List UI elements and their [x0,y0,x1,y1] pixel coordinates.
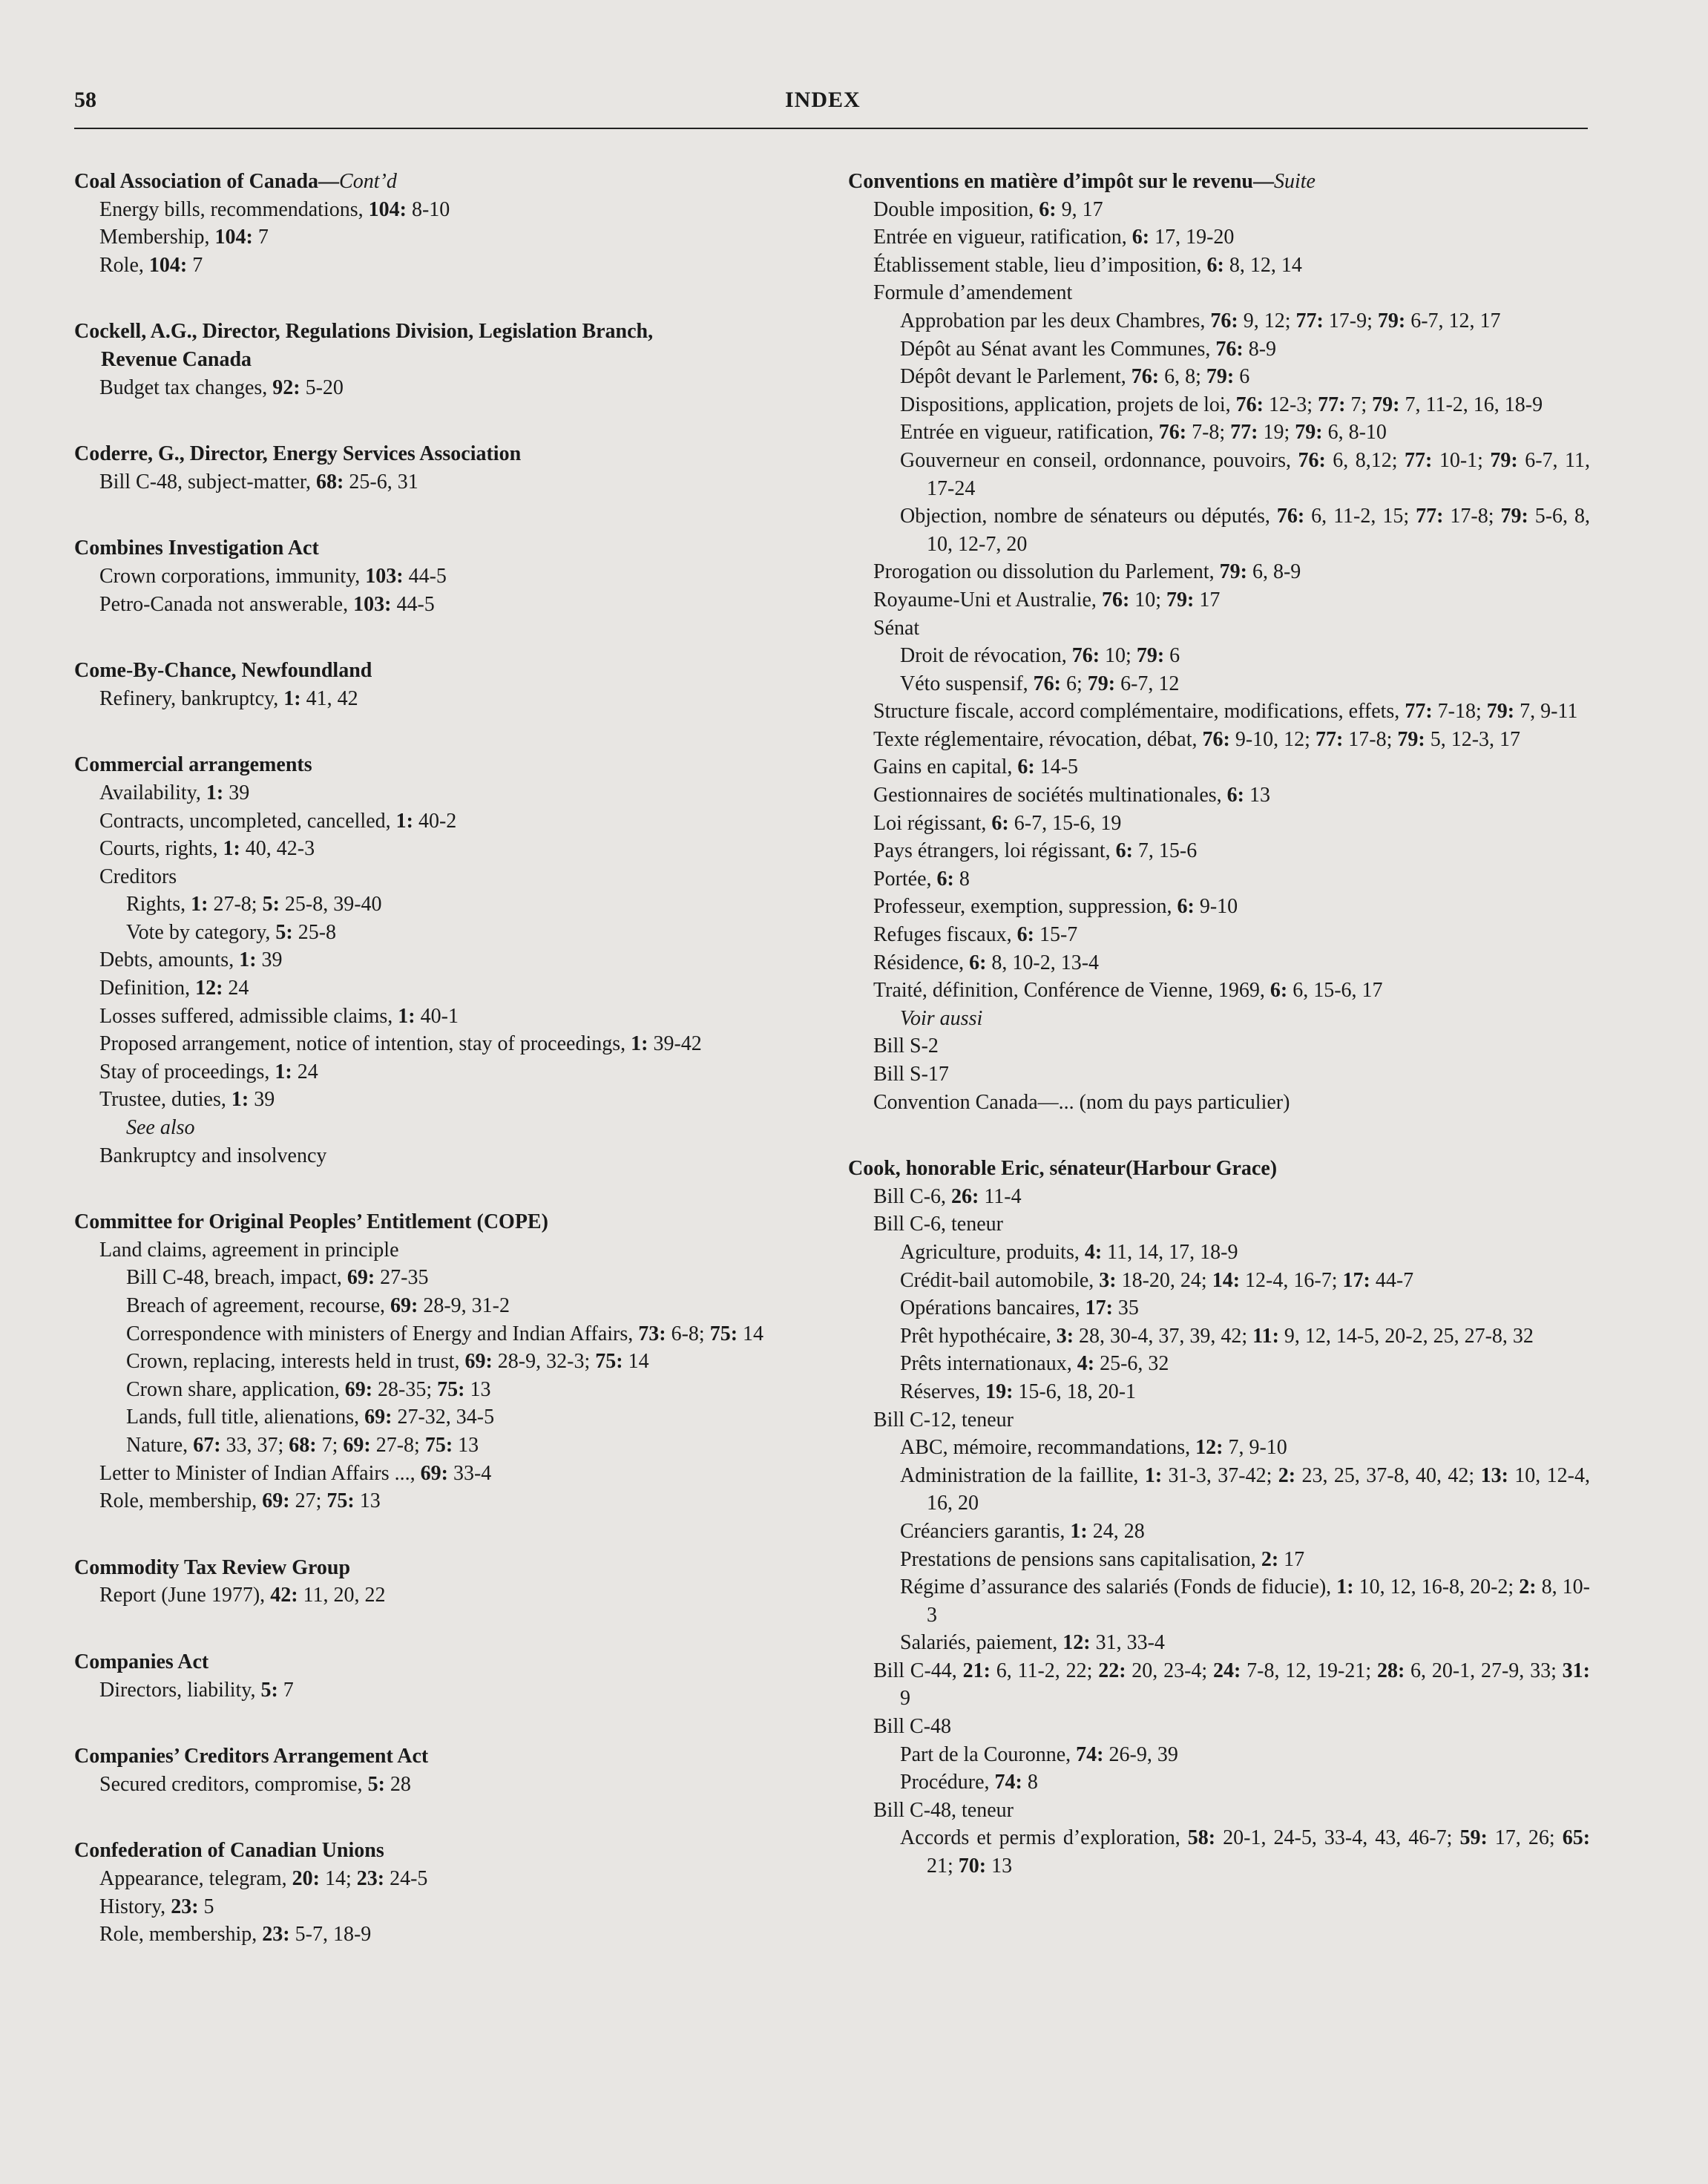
subentry: Proposed arrangement, notice of intention, stay of proceedings, 1: 39-42 [99,1032,702,1056]
subentry: ABC, mémoire, recommandations, 12: 7, 9-10 [900,1436,1287,1460]
subentry: Approbation par les deux Chambres, 76: 9, 12; 77: 17-9; 79: 6-7, 12, 17 [900,309,1501,332]
subentry: Losses suffered, admissible claims, 1: 40-1 [99,1004,459,1028]
subentry: Crédit-bail automobile, 3: 18-20, 24; 14: 12-4, 16-7; 17: 44-7 [900,1268,1414,1292]
subentry: Formule d’amendement [873,281,1073,305]
subentry: Salariés, paiement, 12: 31, 33-4 [900,1631,1165,1655]
subentry: Lands, full title, alienations, 69: 27-32, 34-5 [126,1406,495,1429]
entry-heading: Commercial arrangements [74,753,312,777]
subentry: Letter to Minister of Indian Affairs ..., 69: 33-4 [99,1461,492,1485]
subentry: Professeur, exemption, suppression, 6: 9-10 [873,895,1238,919]
running-head: INDEX [785,88,861,112]
subentry: Bill C-48, subject-matter, 68: 25-6, 31 [99,470,418,493]
subentry: Debts, amounts, 1: 39 [99,948,283,972]
subentry: Role, membership, 69: 27; 75: 13 [99,1489,381,1513]
entry-heading: Companies’ Creditors Arrangement Act [74,1745,429,1768]
subentry: Contracts, uncompleted, cancelled, 1: 40-2 [99,809,457,833]
page-header [74,88,1588,132]
subentry: Dispositions, application, projets de loi, 76: 12-3; 77: 7; 79: 7, 11-2, 16, 18-9 [900,393,1543,416]
subentry: Prêt hypothécaire, 3: 28, 30-4, 37, 39, 42; 11: 9, 12, 14-5, 20-2, 25, 27-8, 32 [900,1324,1534,1348]
subentry: History, 23: 5 [99,1895,214,1918]
subentry: Petro-Canada not answerable, 103: 44-5 [99,592,435,616]
cross-reference: Convention Canada—... (nom du pays particulier) [873,1090,1290,1114]
subentry: Établissement stable, lieu d’imposition, 6: 8, 12, 14 [873,253,1302,277]
entry-heading: Combines Investigation Act [74,537,319,560]
index-entry-cope [74,1208,831,1515]
subentry: Dépôt au Sénat avant les Communes, 76: 8-9 [900,337,1277,361]
subentry: Créanciers garantis, 1: 24, 28 [900,1519,1145,1543]
subentry: Refinery, bankruptcy, 1: 41, 42 [99,686,358,710]
subentry: Vote by category, 5: 25-8 [126,920,337,944]
subentry: Double imposition, 6: 9, 17 [873,197,1103,221]
entry-heading: Committee for Original Peoples’ Entitlement (COPE) [74,1210,548,1234]
subentry: Royaume-Uni et Australie, 76: 10; 79: 17 [873,588,1221,611]
index-entry-cockell [74,318,831,401]
entry-heading: Coderre, G., Director, Energy Services Association [74,442,522,466]
subentry: Objection, nombre de sénateurs ou députés, 76: 6, 11-2, 15; 77: 17-8; 79: 5-6, 8, 10, 12-7, 20 [900,505,1591,556]
cross-reference: Bill S-2 [873,1034,939,1058]
subentry: Crown corporations, immunity, 103: 44-5 [99,564,447,588]
subentry: Véto suspensif, 76: 6; 79: 6-7, 12 [900,672,1180,695]
subentry: Gouverneur en conseil, ordonnance, pouvoirs, 76: 6, 8,12; 77: 10-1; 79: 6-7, 11, 17-24 [900,448,1590,500]
index-entry-commodity-tax [74,1554,831,1610]
subentry: Energy bills, recommendations, 104: 8-10 [99,197,450,221]
index-entry-combines [74,534,831,618]
entry-heading: Cockell, A.G., Director, Regulations Division, Legislation Branch, [74,320,654,344]
subentry: Stay of proceedings, 1: 24 [99,1060,318,1083]
subentry: Entrée en vigueur, ratification, 76: 7-8; 77: 19; 79: 6, 8-10 [900,421,1387,445]
entry-heading-continued: Revenue Canada [101,347,252,371]
index-entry-commercial-arrangements [74,751,831,1170]
header-rule [74,128,1588,129]
subentry: Bill C-44, 21: 6, 11-2, 22; 22: 20, 23-4; 24: 7-8, 12, 19-21; 28: 6, 20-1, 27-9, 33; 31: 9 [873,1659,1590,1711]
subentry: Budget tax changes, 92: 5-20 [99,376,344,399]
subentry: Role, membership, 23: 5-7, 18-9 [99,1923,372,1947]
subentry: Bill C-6, teneur [873,1213,1003,1236]
cross-reference: Bankruptcy and insolvency [99,1144,327,1167]
subentry: Portée, 6: 8 [873,867,970,891]
subentry: Bill C-48, breach, impact, 69: 27-35 [126,1266,429,1290]
subentry: Réserves, 19: 15-6, 18, 20-1 [900,1380,1137,1403]
subentry: Régime d’assurance des salariés (Fonds de fiducie), 1: 10, 12, 16-8, 20-2; 2: 8, 10-3 [900,1575,1590,1627]
subentry: Prêts internationaux, 4: 25-6, 32 [900,1352,1169,1376]
subentry: Structure fiscale, accord complémentaire, modifications, effets, 77: 7-18; 79: 7, 9-11 [873,700,1578,724]
subentry: Texte réglementaire, révocation, débat, 76: 9-10, 12; 77: 17-8; 79: 5, 12-3, 17 [873,727,1521,751]
entry-heading: Coal Association of Canada—Cont’d [74,170,397,193]
entry-heading: Conventions en matière d’impôt sur le revenu—Suite [848,170,1316,193]
subentry: Availability, 1: 39 [99,781,250,804]
subentry: Accords et permis d’exploration, 58: 20-1, 24-5, 33-4, 43, 46-7; 59: 17, 26; 65: 21; 70: 13 [900,1826,1591,1878]
subentry: Bill C-12, teneur [873,1408,1014,1432]
subentry: Gestionnaires de sociétés multinationales, 6: 13 [873,784,1270,807]
see-also-label: See also [126,1116,195,1140]
subentry: Nature, 67: 33, 37; 68: 7; 69: 27-8; 75: 13 [126,1433,479,1457]
subentry: Directors, liability, 5: 7 [99,1678,294,1702]
subentry: Role, 104: 7 [99,253,203,277]
subentry: Land claims, agreement in principle [99,1238,399,1262]
cross-reference: Bill S-17 [873,1063,949,1086]
subentry: Résidence, 6: 8, 10-2, 13-4 [873,951,1100,974]
index-entry-companies-act [74,1648,831,1704]
subentry: Trustee, duties, 1: 39 [99,1088,275,1112]
subentry: Report (June 1977), 42: 11, 20, 22 [99,1584,386,1607]
subentry: Bill C-48 [873,1715,952,1739]
index-entry-ccaa [74,1742,831,1798]
subentry: Sénat [873,616,920,640]
subentry: Membership, 104: 7 [99,226,269,249]
entry-heading: Commodity Tax Review Group [74,1555,351,1579]
subentry: Breach of agreement, recourse, 69: 28-9, 31-2 [126,1294,510,1317]
subentry: Bill C-48, teneur [873,1798,1014,1822]
subentry: Crown, replacing, interests held in trust, 69: 28-9, 32-3; 75: 14 [126,1350,649,1374]
subentry: Prestations de pensions sans capitalisation, 2: 17 [900,1547,1305,1571]
subentry: Refuges fiscaux, 6: 15-7 [873,923,1078,947]
subentry: Opérations bancaires, 17: 35 [900,1296,1139,1320]
subentry: Gains en capital, 6: 14-5 [873,755,1079,779]
subentry: Definition, 12: 24 [99,977,249,1000]
page-number: 58 [74,88,96,112]
subentry: Loi régissant, 6: 6-7, 15-6, 19 [873,811,1122,835]
subentry: Part de la Couronne, 74: 26-9, 39 [900,1742,1178,1766]
subentry: Pays étrangers, loi régissant, 6: 7, 15-6 [873,839,1198,863]
subentry: Creditors [99,865,177,888]
subentry: Agriculture, produits, 4: 11, 14, 17, 18-9 [900,1240,1238,1264]
subentry: Droit de révocation, 76: 10; 79: 6 [900,644,1180,668]
index-entry-ccu [74,1837,831,1948]
entry-heading: Companies Act [74,1650,209,1673]
subentry: Crown share, application, 69: 28-35; 75: 13 [126,1377,491,1401]
index-entry-coderre [74,440,831,496]
subentry: Entrée en vigueur, ratification, 6: 17, 19-20 [873,226,1235,249]
subentry: Secured creditors, compromise, 5: 28 [99,1772,411,1796]
entry-heading: Come-By-Chance, Newfoundland [74,659,372,683]
subentry: Bill C-6, 26: 11-4 [873,1184,1022,1208]
subentry: Administration de la faillite, 1: 31-3, 37-42; 2: 23, 25, 37-8, 40, 42; 13: 10, 12-4, 16, 20 [900,1463,1590,1515]
subentry: Procédure, 74: 8 [900,1771,1038,1794]
subentry: Correspondence with ministers of Energy and Indian Affairs, 73: 6-8; 75: 14 [126,1322,764,1345]
subentry: Traité, définition, Conférence de Vienne, 1969, 6: 6, 15-6, 17 [873,979,1383,1003]
subentry: Courts, rights, 1: 40, 42-3 [99,837,315,861]
subentry: Appearance, telegram, 20: 14; 23: 24-5 [99,1866,428,1890]
entry-heading: Confederation of Canadian Unions [74,1839,384,1863]
subentry: Rights, 1: 27-8; 5: 25-8, 39-40 [126,893,382,916]
index-entry-conventions [848,168,1590,1116]
see-also-label: Voir aussi [900,1006,983,1030]
index-column-right [848,168,1590,1919]
subentry: Prorogation ou dissolution du Parlement, 79: 6, 8-9 [873,560,1301,584]
entry-heading: Cook, honorable Eric, sénateur(Harbour Grace) [848,1157,1278,1181]
index-column-left [74,168,831,1987]
subentry: Dépôt devant le Parlement, 76: 6, 8; 79: 6 [900,365,1250,389]
index-entry-cook [848,1155,1590,1880]
index-entry-come-by-chance [74,657,831,712]
index-entry-coal-association [74,168,831,279]
